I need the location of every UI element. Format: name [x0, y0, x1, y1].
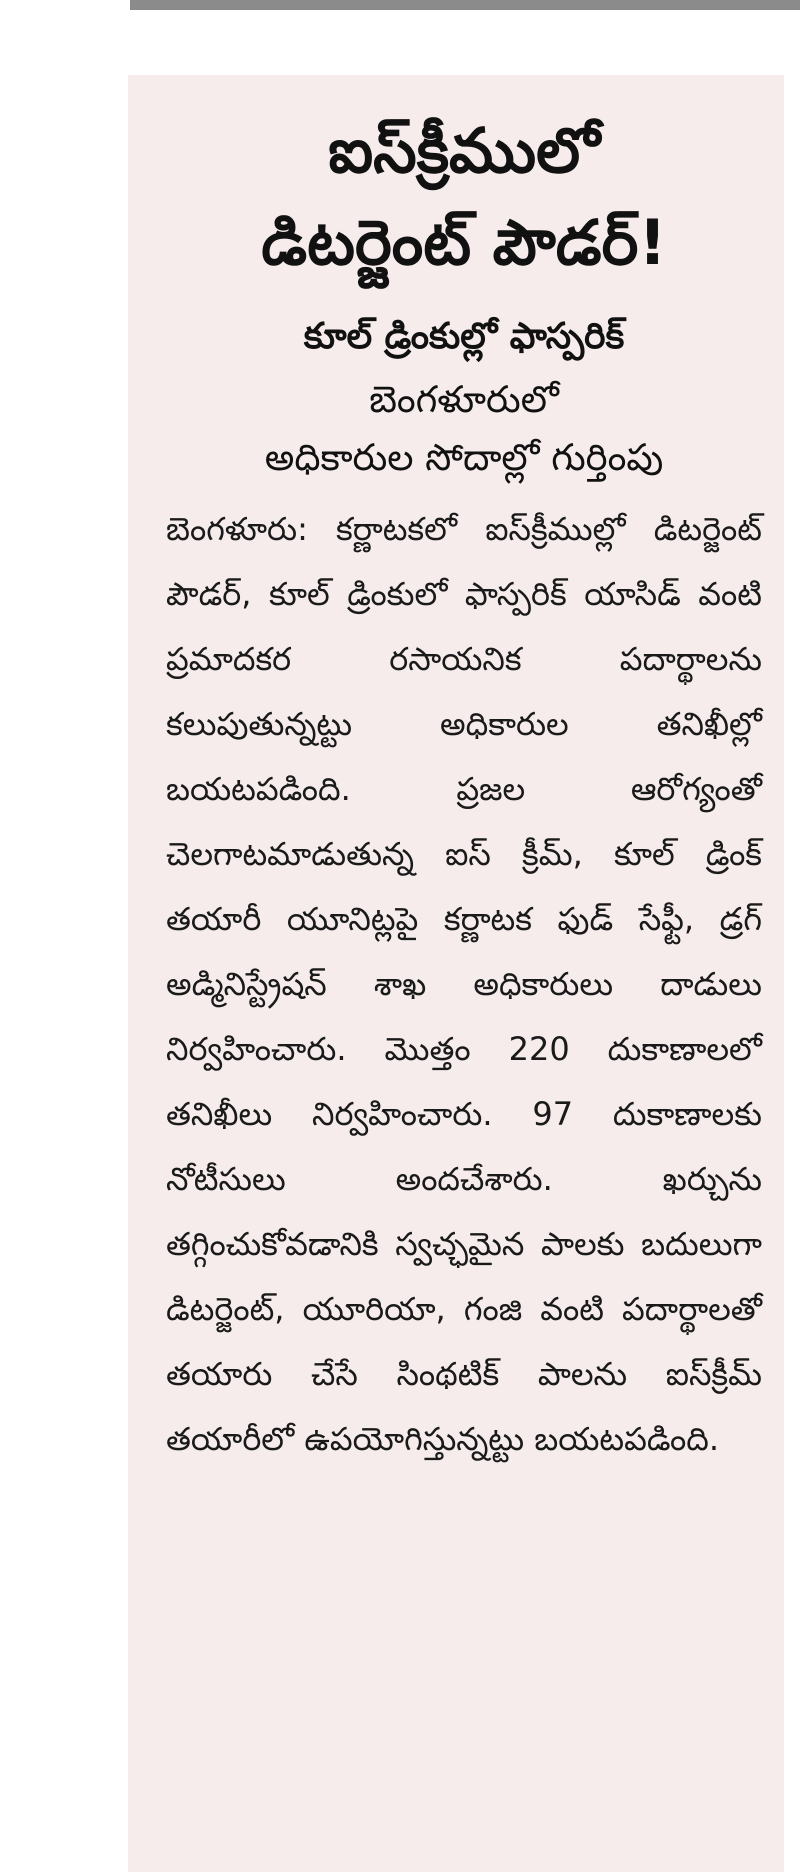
headline [166, 105, 762, 289]
subheadline: కూల్ డ్రింకుల్లో ఫాస్పరిక్ [303, 316, 625, 357]
news-clipping [128, 75, 784, 1872]
headline-line-1: ఐస్‌క్రీములో [328, 114, 600, 187]
deck [166, 371, 762, 487]
headline-line-2: డిటర్జెంట్ పౌడర్! [261, 206, 667, 279]
deck-line-2: అధికారుల సోదాల్లో గుర్తింపు [264, 436, 664, 479]
top-divider-rule [130, 0, 800, 10]
deck-line-1: బెంగళూరులో [369, 378, 559, 421]
article-body: బెంగళూరు: కర్ణాటకలో ఐస్‌క్రీముల్లో డిటర్జెంట్ పౌడర్, కూల్ డ్రింకులో ఫాస్పరిక్ యాసిడ్ వంటి ప్రమాదకర రసాయనిక పదార్థాలను కలుపుతున్నట్టు అధికారుల తనిఖీల్లో బయటపడింది. ప్రజల ఆరోగ్యంతో చెలగాటమాడుతున్న ఐస్ క్రీమ్, కూల్ డ్రింక్ తయారీ యూనిట్లపై కర్ణాటక ఫుడ్ సేఫ్టీ, డ్రగ్ అడ్మినిస్ట్రేషన్ శాఖ అధికారులు దాడులు నిర్వహించారు. మొత్తం 220 దుకాణాలలో తనిఖీలు నిర్వహించారు. 97 దుకాణాలకు నోటీసులు అందచేశారు. ఖర్చును తగ్గించుకోవడానికి స్వచ్ఛమైన పాలకు బదులుగా డిటర్జెంట్, యూరియా, గంజి వంటి పదార్థాలతో తయారు చేసే సింథటిక్ పాలను ఐస్‌క్రీమ్ తయారీలో ఉపయోగిస్తున్నట్టు బయటపడింది. [166, 510, 762, 1458]
